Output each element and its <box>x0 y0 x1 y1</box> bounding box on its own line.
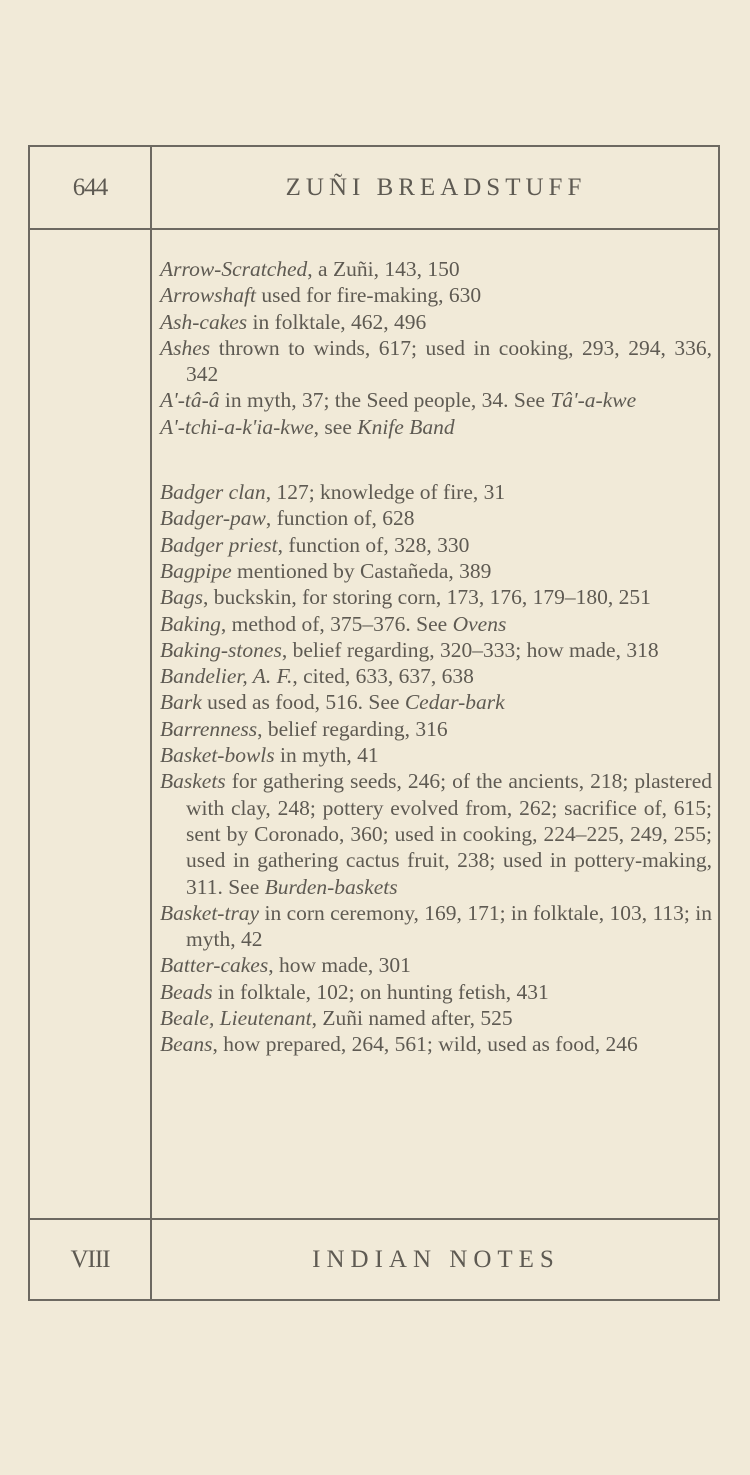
index-entry <box>160 952 712 978</box>
entry-term: Basket-bowls <box>160 743 275 768</box>
index-entry <box>160 256 712 282</box>
entry-term: Baking <box>160 611 221 636</box>
entry-cross-reference: Knife Band <box>357 414 455 439</box>
entry-term: Arrow-Scratched <box>160 257 308 281</box>
index-entry <box>160 282 712 308</box>
entry-text: for gathering seeds, 246; of the ancients, 218; plastered with clay, 248; pottery evolved from, 262; sacrifice of, 615; sent by Coronado, 360; used in cooking, 224–225, 249, 255; used in gathering cactus fruit, 238; used in pottery-making, 311. See <box>186 769 712 899</box>
entry-term: Beans <box>160 1032 213 1057</box>
entry-term: Baking-stones <box>160 637 282 662</box>
index-entry <box>160 479 712 505</box>
entry-text: , function of, 328, 330 <box>277 532 470 557</box>
index-section-b <box>160 479 712 1058</box>
entry-text: in corn ceremony, 169, 171; in folktale, 103, 113; in myth, 42 <box>186 900 712 952</box>
index-body <box>160 256 712 1058</box>
entry-term: Arrowshaft <box>160 283 256 308</box>
entry-cross-reference: Cedar-bark <box>404 690 505 715</box>
entry-term: Bark <box>160 690 202 715</box>
page-frame <box>28 145 720 1301</box>
entry-cross-reference: Burden-baskets <box>264 874 398 899</box>
index-entry <box>160 768 712 899</box>
entry-text: in folktale, 462, 496 <box>247 309 427 334</box>
entry-term: A'-tchi-a-k'ia-kwe <box>160 414 314 439</box>
entry-text: , how prepared, 264, 561; wild, used as food, 246 <box>212 1032 638 1057</box>
section-gap <box>160 440 712 479</box>
header-rule <box>30 228 718 230</box>
entry-text: , how made, 301 <box>268 953 411 978</box>
index-section-a <box>160 256 712 440</box>
entry-cross-reference: Ovens <box>452 611 507 636</box>
index-entry <box>160 1031 712 1057</box>
entry-text: , buckskin, for storing corn, 173, 176, 179–180, 251 <box>203 585 651 610</box>
entry-term: Bags <box>160 585 203 610</box>
entry-term: Badger priest <box>160 532 278 557</box>
index-entry <box>160 637 712 663</box>
index-entry <box>160 584 712 610</box>
entry-term: Beale, Lieutenant <box>160 1006 312 1031</box>
entry-term: Bagpipe <box>160 558 232 583</box>
entry-text: in myth, 37; the Seed people, 34. See <box>219 388 551 413</box>
entry-term: Beads <box>160 979 213 1004</box>
entry-text: mentioned by Castañeda, 389 <box>231 558 492 583</box>
index-entry <box>160 505 712 531</box>
entry-text: , method of, 375–376. See <box>220 611 453 636</box>
page-number: 644 <box>72 173 108 201</box>
index-entry <box>160 716 712 742</box>
entry-text: , belief regarding, 320–333; how made, 318 <box>281 637 659 662</box>
entry-text: thrown to winds, 617; used in cooking, 293, 294, 336, 342 <box>186 335 712 387</box>
index-entry <box>160 689 712 715</box>
index-entry <box>160 663 712 689</box>
entry-text: used for fire-making, 630 <box>255 283 482 308</box>
entry-text: , see <box>313 414 358 439</box>
index-entry <box>160 1005 712 1031</box>
index-entry <box>160 532 712 558</box>
entry-text: , belief regarding, 316 <box>257 716 448 741</box>
entry-term: Ashes <box>160 335 211 360</box>
entry-term: Baskets <box>160 769 226 794</box>
entry-text: used as food, 516. See <box>201 690 405 715</box>
entry-text: , a Zuñi, 143, 150 <box>307 257 460 281</box>
entry-text: in myth, 41 <box>274 743 379 768</box>
entry-term: Badger-paw <box>160 506 266 531</box>
entry-text: , cited, 633, 637, 638 <box>292 664 474 689</box>
index-entry <box>160 742 712 768</box>
entry-text: in folktale, 102; on hunting fetish, 431 <box>212 979 549 1004</box>
index-entry <box>160 387 712 413</box>
entry-text: , Zuñi named after, 525 <box>311 1006 513 1031</box>
entry-term: Bandelier, A. F. <box>160 664 293 689</box>
entry-term: Basket-tray <box>160 900 260 925</box>
running-head: ZUÑI BREADSTUFF <box>285 173 587 201</box>
index-entry <box>160 979 712 1005</box>
index-entry <box>160 335 712 388</box>
index-entry <box>160 414 712 440</box>
index-entry <box>160 900 712 953</box>
entry-term: Ash-cakes <box>160 309 248 334</box>
running-foot: INDIAN NOTES <box>312 1245 560 1273</box>
entry-term: A'-tâ-â <box>160 388 220 413</box>
entry-cross-reference: Tâ'-a-kwe <box>550 388 637 413</box>
index-entry <box>160 558 712 584</box>
entry-term: Barrenness <box>160 716 258 741</box>
entry-term: Badger clan <box>160 480 266 505</box>
index-entry <box>160 309 712 335</box>
index-entry <box>160 611 712 637</box>
entry-text: , 127; knowledge of fire, 31 <box>265 480 506 505</box>
entry-term: Batter-cakes <box>160 953 269 978</box>
entry-text: , function of, 628 <box>265 506 415 531</box>
volume-number: VIII <box>70 1245 110 1273</box>
vertical-divider <box>150 147 152 1299</box>
